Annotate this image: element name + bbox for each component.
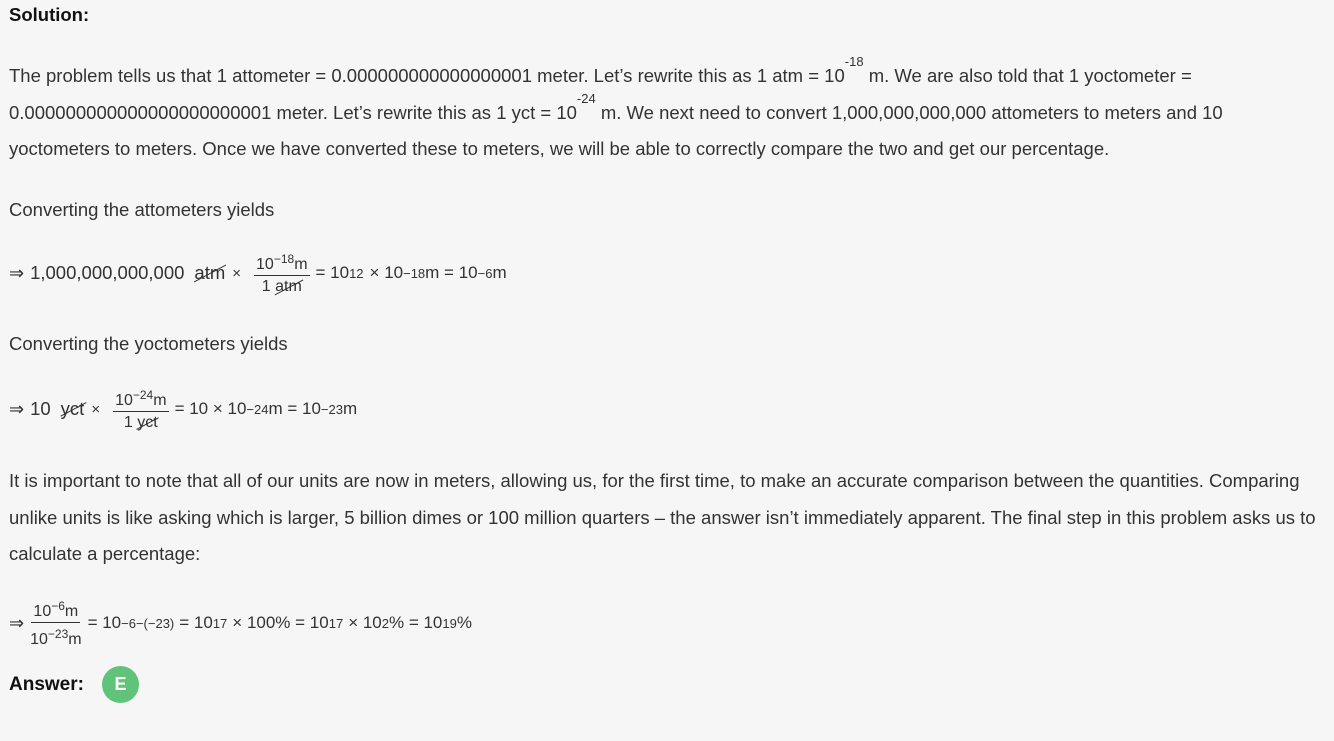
exponent: 17 bbox=[212, 615, 228, 631]
result-part: % bbox=[456, 613, 472, 632]
implies-arrow: ⇒ bbox=[9, 612, 25, 633]
fraction-numerator bbox=[254, 250, 309, 276]
result-part: m bbox=[492, 263, 507, 282]
ratio-fraction bbox=[30, 597, 81, 649]
conversion-fraction bbox=[113, 386, 168, 432]
percentage-equation bbox=[9, 597, 472, 649]
cancelled-unit: yct bbox=[60, 398, 85, 419]
answer-row bbox=[9, 666, 139, 703]
result-part: × 10 bbox=[369, 263, 404, 282]
base: 10 bbox=[256, 256, 274, 273]
conversion-fraction bbox=[254, 250, 309, 296]
coefficient: 1 bbox=[123, 414, 133, 431]
base: 10 bbox=[30, 631, 48, 648]
result-part: m = 10 bbox=[268, 399, 321, 418]
cancelled-unit: atm bbox=[275, 278, 302, 295]
result-part: × 100% = 10 bbox=[232, 613, 329, 632]
exponent: −24 bbox=[132, 388, 154, 402]
exponent: 12 bbox=[349, 265, 364, 281]
paragraph-text: m. We are also told that 1 yoctometer = 0.000000000000000000000001 meter. Let’s rewrite this as 1 yct = 10 bbox=[9, 65, 1192, 123]
result-part: = 10 bbox=[87, 613, 122, 632]
result-part: m = 10 bbox=[425, 263, 478, 282]
implies-arrow: ⇒ bbox=[9, 398, 25, 419]
result-part: = 10 × 10 bbox=[174, 399, 247, 418]
exponent: 19 bbox=[442, 615, 457, 631]
base: 10 bbox=[33, 603, 52, 620]
result-part: m bbox=[342, 399, 358, 418]
exponent: −6 bbox=[477, 265, 493, 281]
exponent: −6 bbox=[51, 599, 65, 613]
yoctometer-equation bbox=[9, 386, 357, 432]
answer-choice-badge: E bbox=[102, 666, 139, 703]
exponent: −23 bbox=[47, 627, 69, 641]
exponent: 2 bbox=[381, 615, 389, 631]
fraction-denominator bbox=[124, 412, 158, 432]
paragraph-text: m. We next need to convert 1,000,000,000,000 attometers to meters and 10 yoctometers to meters. Once we have converted these to meters, we will be able to correctly compare the two and get our percentage. bbox=[9, 101, 1223, 159]
exponent: -18 bbox=[844, 54, 864, 69]
exponent: −23 bbox=[320, 401, 343, 417]
result-part: % = 10 bbox=[388, 613, 443, 632]
fraction-denominator bbox=[30, 623, 81, 649]
attometer-equation bbox=[9, 250, 507, 296]
paragraph-text: The problem tells us that 1 attometer = 0.000000000000000001 meter. Let’s rewrite this as 1 atm = 10 bbox=[9, 65, 845, 86]
cancelled-unit: yct bbox=[137, 414, 158, 431]
fraction-numerator bbox=[113, 386, 168, 412]
result-part: = 10 bbox=[179, 613, 213, 632]
coefficient: 1 bbox=[261, 278, 271, 295]
comparison-paragraph: It is important to note that all of our units are now in meters, allowing us, for the first time, to make an accurate comparison between the quantities. Comparing unlike units is like asking which is larger, 5 billion dimes or 100 million quarters – the answer isn’t immediately apparent. The final step in this problem asks us to calculate a percentage: bbox=[9, 470, 1316, 564]
exponent: -24 bbox=[576, 90, 596, 106]
unit: m bbox=[153, 392, 167, 409]
unit: m bbox=[294, 256, 308, 273]
exponent: −24 bbox=[246, 401, 269, 417]
quantity: 10 bbox=[30, 398, 51, 419]
answer-label: Answer: bbox=[9, 673, 84, 695]
exponent: −18 bbox=[273, 252, 295, 266]
yoctometer-intro: Converting the yoctometers yields bbox=[9, 333, 288, 354]
unit: m bbox=[64, 603, 79, 620]
solution-heading: Solution: bbox=[9, 4, 90, 25]
cancelled-unit: atm bbox=[194, 262, 226, 283]
base: 10 bbox=[115, 392, 133, 409]
result-part: × 10 bbox=[348, 613, 382, 632]
fraction-numerator bbox=[31, 597, 80, 623]
quantity: 1,000,000,000,000 bbox=[30, 262, 185, 283]
implies-arrow: ⇒ bbox=[9, 262, 25, 283]
result-part: = 10 bbox=[315, 263, 350, 282]
exponent: −18 bbox=[403, 265, 426, 281]
times-sign: × bbox=[91, 400, 101, 418]
unit: m bbox=[68, 631, 82, 648]
times-sign: × bbox=[232, 264, 242, 282]
problem-explanation-paragraph bbox=[9, 54, 1325, 168]
exponent: −6−(−23) bbox=[121, 615, 175, 631]
fraction-denominator bbox=[262, 276, 302, 296]
exponent: 17 bbox=[328, 615, 344, 631]
attometer-intro: Converting the attometers yields bbox=[9, 199, 275, 220]
